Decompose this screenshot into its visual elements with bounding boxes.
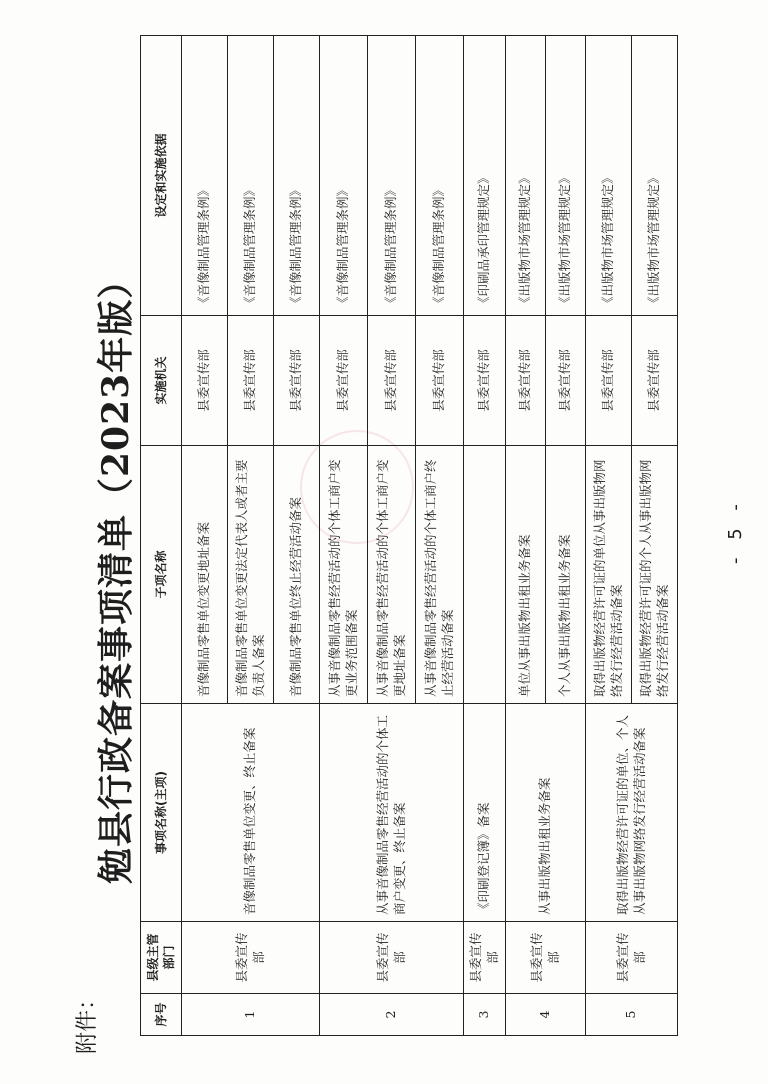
page-number: - 5 -	[725, 498, 746, 564]
cell-basis: 《印刷品承印管理规定》	[464, 36, 506, 316]
cell-agency: 县委宣传部	[586, 316, 632, 446]
cell-item: 取得出版物经营许可证的单位、个人从事出版物网络发行经营活动备案	[586, 704, 678, 922]
header-agency: 实施机关	[141, 316, 182, 446]
cell-sub: 单位从事出版物出租业务备案	[506, 446, 546, 704]
cell-basis: 《出版物市场管理规定》	[632, 36, 678, 316]
table-row	[586, 36, 632, 1036]
cell-seq: 3	[464, 994, 506, 1036]
cell-seq: 5	[586, 994, 678, 1036]
cell-agency: 县委宣传部	[228, 316, 274, 446]
cell-basis: 《音像制品管理条例》	[274, 36, 320, 316]
cell-dept: 县委宣传部	[464, 922, 506, 994]
table-row	[506, 36, 546, 1036]
cell-basis: 《音像制品管理条例》	[416, 36, 464, 316]
table-header-row	[141, 36, 182, 1036]
cell-sub: 音像制品零售单位变更地址备案	[182, 446, 228, 704]
cell-item: 音像制品零售单位变更、终止备案	[182, 704, 320, 922]
cell-item: 从事音像制品零售经营活动的个体工商户变更、终止备案	[320, 704, 464, 922]
cell-sub	[464, 446, 506, 704]
cell-sub: 音像制品零售单位终止经营活动备案	[274, 446, 320, 704]
table-row	[182, 36, 228, 1036]
page-title: 勉县行政备案事项清单（2023年版）	[95, 261, 137, 884]
header-seq: 序号	[141, 994, 182, 1036]
cell-agency: 县委宣传部	[368, 316, 416, 446]
cell-dept: 县委宣传部	[586, 922, 678, 994]
cell-sub: 从事音像制品零售经营活动的个体工商户变更业务范围备案	[320, 446, 368, 704]
cell-agency: 县委宣传部	[632, 316, 678, 446]
cell-basis: 《出版物市场管理规定》	[546, 36, 586, 316]
cell-basis: 《音像制品管理条例》	[368, 36, 416, 316]
cell-seq: 2	[320, 994, 464, 1036]
cell-agency: 县委宣传部	[182, 316, 228, 446]
cell-dept: 县委宣传部	[506, 922, 586, 994]
cell-basis: 《音像制品管理条例》	[320, 36, 368, 316]
cell-sub: 取得出版物经营许可证的个人从事出版物网络发行经营活动备案	[632, 446, 678, 704]
cell-agency: 县委宣传部	[416, 316, 464, 446]
table-row	[464, 36, 506, 1036]
cell-item: 从事出版物出租业务备案	[506, 704, 586, 922]
cell-basis: 《出版物市场管理规定》	[506, 36, 546, 316]
cell-dept: 县委宣传部	[182, 922, 320, 994]
cell-dept: 县委宣传部	[320, 922, 464, 994]
cell-sub: 取得出版物经营许可证的单位从事出版物网络发行经营活动备案	[586, 446, 632, 704]
cell-agency: 县委宣传部	[506, 316, 546, 446]
cell-basis: 《出版物市场管理规定》	[586, 36, 632, 316]
cell-agency: 县委宣传部	[464, 316, 506, 446]
cell-item: 《印刷登记簿》备案	[464, 704, 506, 922]
header-item: 事项名称(主项)	[141, 704, 182, 922]
cell-basis: 《音像制品管理条例》	[182, 36, 228, 316]
header-sub: 子项名称	[141, 446, 182, 704]
table-row	[320, 36, 368, 1036]
cell-agency: 县委宣传部	[274, 316, 320, 446]
cell-sub: 从事音像制品零售经营活动的个体工商户终止经营活动备案	[416, 446, 464, 704]
cell-basis: 《音像制品管理条例》	[228, 36, 274, 316]
cell-agency: 县委宣传部	[546, 316, 586, 446]
header-dept: 县级主管部门	[141, 922, 182, 994]
attachment-label: 附件：	[75, 987, 100, 1054]
cell-agency: 县委宣传部	[320, 316, 368, 446]
cell-seq: 1	[182, 994, 320, 1036]
cell-sub: 个人从事出版物出租业务备案	[546, 446, 586, 704]
header-basis: 设定和实施依据	[141, 36, 182, 316]
filing-items-table	[140, 35, 678, 1036]
cell-sub: 从事音像制品零售经营活动的个体工商户变更地址备案	[368, 446, 416, 704]
cell-seq: 4	[506, 994, 586, 1036]
cell-sub: 音像制品零售单位变更法定代表人或者主要负责人备案	[228, 446, 274, 704]
